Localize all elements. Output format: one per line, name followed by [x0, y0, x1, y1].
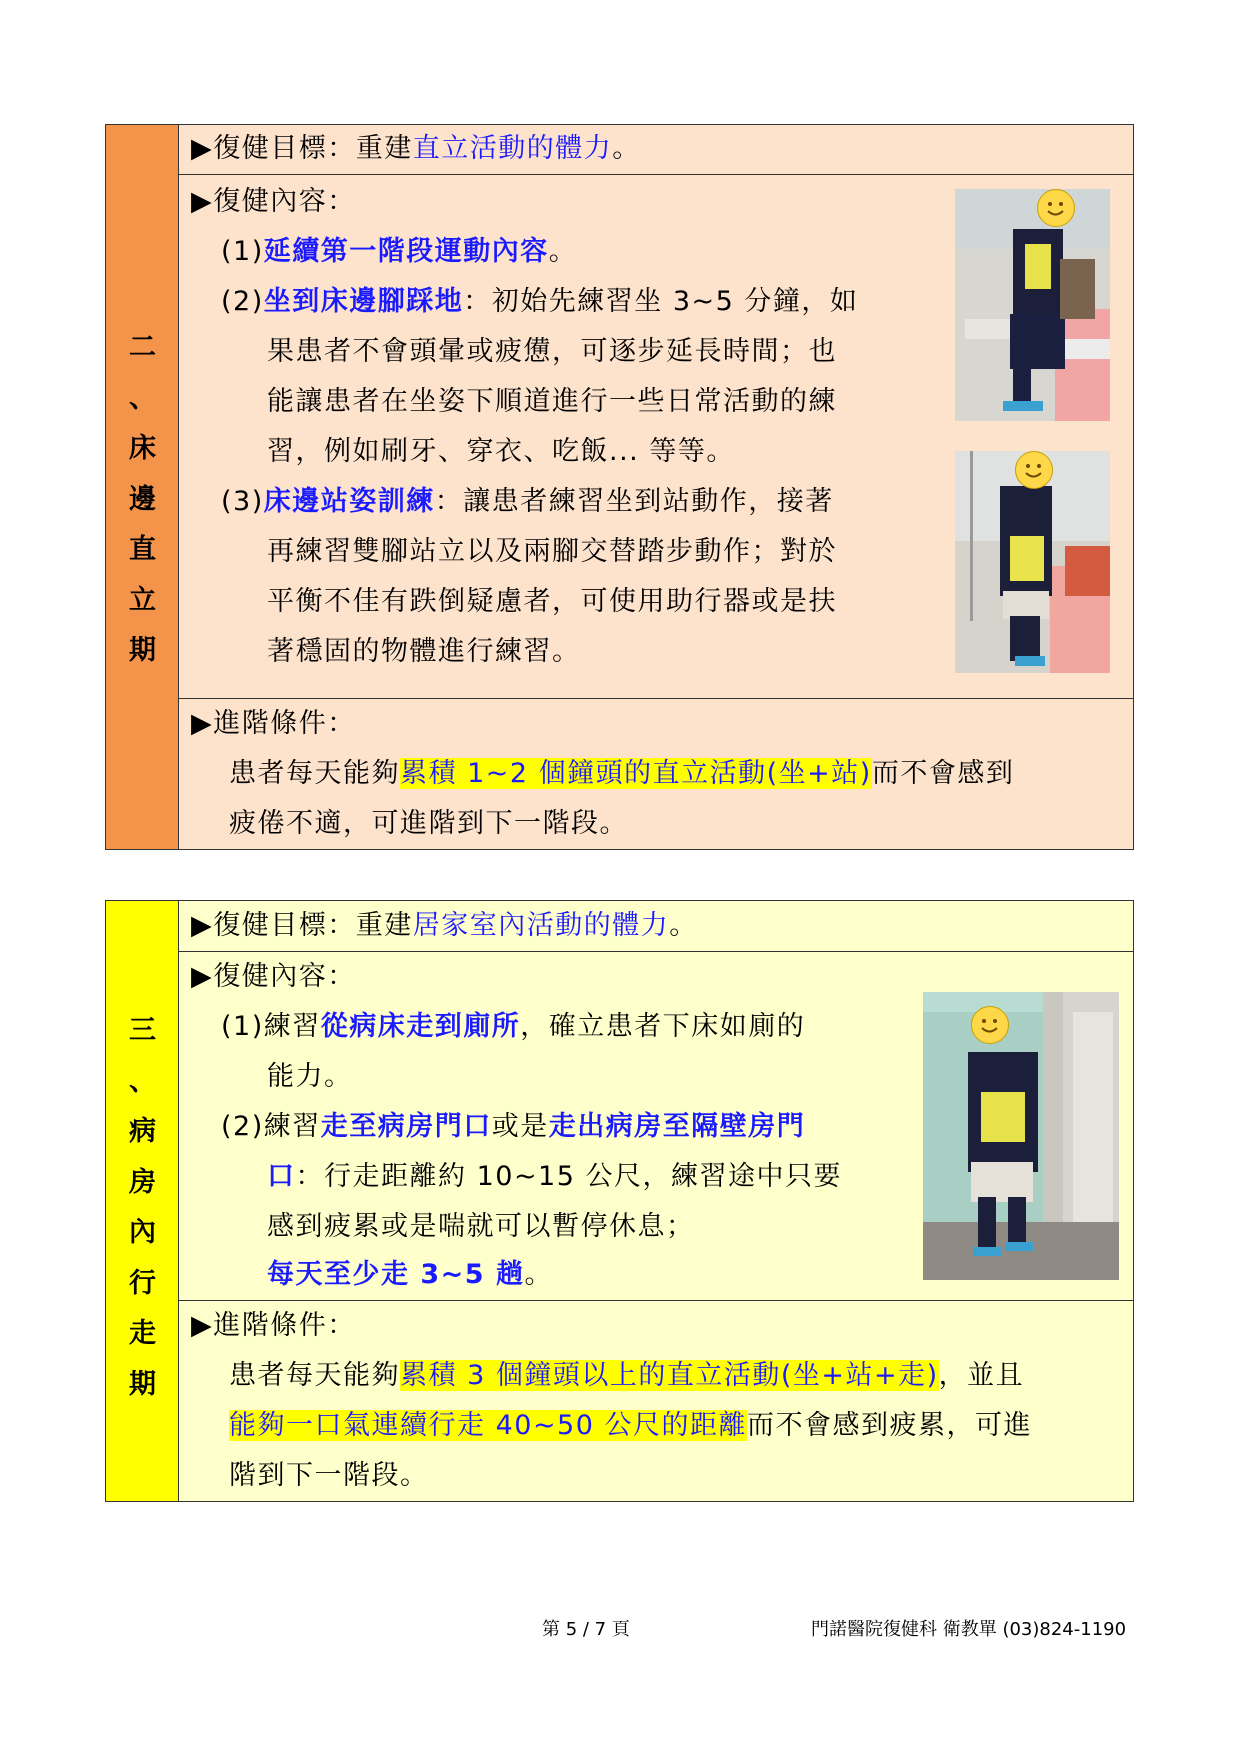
item-2-line-2: 果患者不會頭暈或疲憊，可逐步延長時間；也	[267, 336, 837, 367]
item-highlight: 每天至少走 3~5 趟	[267, 1259, 525, 1290]
advance-highlight: 累積 3 個鐘頭以上的直立活動(坐+站+走)	[400, 1360, 939, 1391]
advance-text: 而不會感到	[871, 758, 1015, 789]
photo-walking-ward	[923, 992, 1119, 1280]
footer-department: 門諾醫院復健科 衛教單 (03)824-1190	[811, 1619, 1127, 1640]
item-2-line-2	[267, 1158, 842, 1196]
item-highlight: 從病床走到廁所	[320, 1011, 521, 1042]
item-2-line-3: 能讓患者在坐姿下順道進行一些日常活動的練	[267, 386, 837, 417]
item-2-line-3: 感到疲累或是喘就可以暫停休息；	[267, 1211, 695, 1242]
item-highlight: 口	[267, 1161, 296, 1192]
content-row	[179, 952, 1133, 1301]
arrow-icon: ▶	[191, 910, 214, 941]
item-text: 練習	[263, 1011, 321, 1042]
advance-row	[179, 699, 1133, 851]
item-3-line-3: 平衡不佳有跌倒疑慮者，可使用助行器或是扶	[267, 586, 837, 617]
item-2-line-4	[267, 1256, 553, 1294]
section-bedside-upright	[105, 124, 1134, 850]
advance-highlight: 能夠一口氣連續行走 40~50 公尺的距離	[229, 1410, 748, 1441]
content-heading: ▶復健內容：	[191, 961, 356, 992]
item-text: 。	[524, 1259, 553, 1290]
advance-text: 而不會感到疲累，可進	[747, 1410, 1033, 1441]
goal-highlight: 居家室內活動的體力	[412, 910, 670, 941]
item-number: (1)	[221, 1011, 264, 1042]
content-heading: ▶復健內容：	[191, 186, 356, 217]
section-ward-walking	[105, 900, 1134, 1502]
advance-line-3: 階到下一階段。	[229, 1460, 429, 1491]
goal-prefix: 復健目標：重建	[213, 133, 413, 164]
item-text: ：初始先練習坐 3~5 分鐘，如	[463, 286, 859, 317]
goal-text	[191, 130, 641, 168]
goal-highlight: 直立活動的體力	[412, 133, 613, 164]
item-highlight: 走至病房門口	[320, 1111, 492, 1142]
item-highlight: 走出病房至隔壁房門	[548, 1111, 806, 1142]
advance-highlight: 累積 1~2 個鐘頭的直立活動(坐+站)	[400, 758, 872, 789]
item-text: ，確立患者下床如廁的	[520, 1011, 806, 1042]
goal-suffix: 。	[669, 910, 698, 941]
advance-line-2	[229, 1407, 1032, 1445]
advance-line-2: 疲倦不適，可進階到下一階段。	[229, 808, 628, 839]
goal-text	[191, 907, 698, 945]
advance-row	[179, 1301, 1133, 1503]
item-2-line-4: 習，例如刷牙、穿衣、吃飯... 等等。	[267, 436, 735, 467]
advance-text: 患者每天能夠	[229, 758, 400, 789]
goal-prefix: 復健目標：重建	[213, 910, 413, 941]
item-2-line-1	[221, 1108, 805, 1146]
section-label-bar	[106, 125, 179, 849]
photo-sitting-bedside	[955, 189, 1110, 421]
content-row	[179, 175, 1133, 699]
advance-line-1	[229, 755, 1014, 793]
item-2-line-1	[221, 283, 858, 321]
item-highlight: 延續第一階段運動內容	[263, 236, 549, 267]
advance-heading: ▶進階條件：	[191, 708, 356, 739]
item-highlight: 坐到床邊腳踩地	[263, 286, 464, 317]
item-text: ：讓患者練習坐到站動作，接著	[434, 486, 834, 517]
smiley-face-icon	[971, 1006, 1009, 1044]
photo-standing-bedside	[955, 451, 1110, 673]
advance-line-1	[229, 1357, 1024, 1395]
advance-text: ，並且	[938, 1360, 1025, 1391]
smiley-face-icon	[1015, 451, 1053, 489]
advance-text: 患者每天能夠	[229, 1360, 400, 1391]
item-text: 或是	[491, 1111, 549, 1142]
item-number: (2)	[221, 1111, 264, 1142]
goal-row	[179, 901, 1133, 952]
item-number: (1)	[221, 236, 264, 267]
section-title: 二 、 床 邊 直 立 期	[129, 332, 156, 666]
item-highlight: 床邊站姿訓練	[263, 486, 435, 517]
page-number: 第 5 / 7 頁	[542, 1619, 630, 1640]
item-suffix: 。	[548, 236, 578, 267]
section-title: 三 、 病 房 內 行 走 期	[129, 1015, 156, 1400]
section-label-bar	[106, 901, 179, 1501]
advance-heading: ▶進階條件：	[191, 1310, 356, 1341]
goal-row	[179, 125, 1133, 175]
goal-suffix: 。	[612, 133, 641, 164]
arrow-icon: ▶	[191, 133, 214, 164]
item-3-line-1	[221, 483, 834, 521]
item-3-line-2: 再練習雙腳站立以及兩腳交替踏步動作；對於	[267, 536, 837, 567]
item-1-line-2: 能力。	[267, 1061, 353, 1092]
item-3-line-4: 著穩固的物體進行練習。	[267, 636, 581, 667]
item-number: (2)	[221, 286, 264, 317]
item-text: ：行走距離約 10~15 公尺，練習途中只要	[295, 1161, 843, 1192]
item-text: 練習	[263, 1111, 321, 1142]
item-1	[221, 233, 577, 271]
item-number: (3)	[221, 486, 264, 517]
smiley-face-icon	[1037, 189, 1075, 227]
item-1-line-1	[221, 1008, 805, 1046]
